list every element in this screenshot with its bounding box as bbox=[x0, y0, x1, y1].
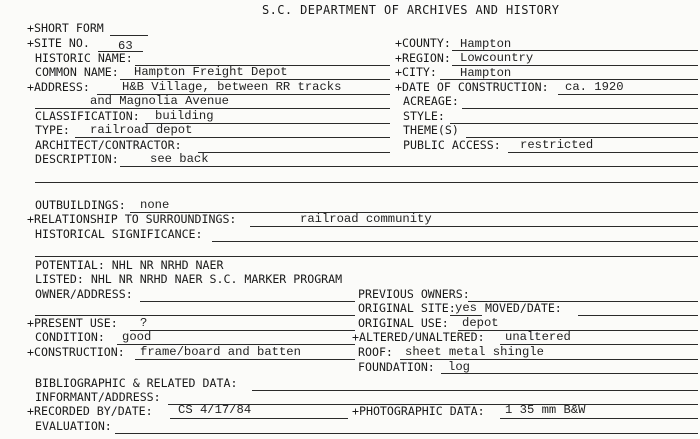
date-line bbox=[558, 94, 698, 95]
short-form-line bbox=[110, 35, 148, 36]
description-line-1 bbox=[120, 166, 698, 167]
significance-label: HISTORICAL SIGNIFICANCE: bbox=[35, 227, 203, 241]
city-value: Hampton bbox=[460, 66, 512, 80]
photo-value: 1 35 mm B&W bbox=[505, 403, 586, 417]
condition-label: CONDITION: bbox=[35, 330, 105, 344]
public-access-label: PUBLIC ACCESS: bbox=[403, 138, 501, 152]
description-line-2 bbox=[35, 182, 698, 183]
architect-line bbox=[198, 152, 390, 153]
altered-label: +ALTERED/UNALTERED: bbox=[352, 330, 485, 344]
construction-line bbox=[135, 359, 355, 360]
bibliographic-line bbox=[252, 390, 698, 391]
description-label: DESCRIPTION: bbox=[35, 152, 119, 166]
moved-label: MOVED/DATE: bbox=[485, 301, 562, 315]
short-form-label: +SHORT FORM bbox=[27, 21, 104, 35]
site-no-value: 63 bbox=[118, 39, 133, 53]
evaluation-label: EVALUATION: bbox=[35, 419, 112, 433]
recorded-value: CS 4/17/84 bbox=[178, 403, 252, 417]
significance-line-2 bbox=[35, 256, 698, 257]
address-line1-value: H&B Village, between RR tracks bbox=[122, 80, 342, 94]
original-use-label: ORIGINAL USE: bbox=[358, 316, 449, 330]
address-label: +ADDRESS: bbox=[27, 80, 90, 94]
outbuildings-label: OUTBUILDINGS: bbox=[35, 198, 126, 212]
informant-label: INFORMANT/ADDRESS: bbox=[35, 390, 161, 404]
date-value: ca. 1920 bbox=[565, 80, 624, 94]
site-no-label: +SITE NO. bbox=[27, 36, 90, 50]
present-use-label: +PRESENT USE: bbox=[27, 316, 118, 330]
classification-value: building bbox=[155, 109, 214, 123]
acreage-line bbox=[462, 108, 698, 109]
owner-line bbox=[140, 301, 355, 302]
public-access-value: restricted bbox=[520, 138, 594, 152]
classification-label: CLASSIFICATION: bbox=[35, 109, 140, 123]
owner-label: OWNER/ADDRESS: bbox=[35, 287, 133, 301]
city-label: +CITY: bbox=[395, 65, 437, 79]
architect-label: ARCHITECT/CONTRACTOR: bbox=[35, 138, 182, 152]
common-name-label: COMMON NAME: bbox=[35, 65, 119, 79]
moved-line bbox=[578, 315, 698, 316]
present-use-line bbox=[130, 330, 355, 331]
relationship-line bbox=[250, 226, 698, 227]
relationship-label: +RELATIONSHIP TO SURROUNDINGS: bbox=[27, 212, 237, 226]
previous-owners-label: PREVIOUS OWNERS: bbox=[358, 287, 470, 301]
recorded-label: +RECORDED BY/DATE: bbox=[27, 404, 153, 418]
common-name-value: Hampton Freight Depot bbox=[134, 65, 288, 79]
recorded-line bbox=[170, 418, 348, 419]
bibliographic-label: BIBLIOGRAPHIC & RELATED DATA: bbox=[35, 376, 238, 390]
acreage-label: ACREAGE: bbox=[403, 94, 459, 108]
original-use-line bbox=[458, 330, 698, 331]
style-label: STYLE: bbox=[403, 109, 445, 123]
region-label: +REGION: bbox=[395, 51, 451, 65]
date-label: +DATE OF CONSTRUCTION: bbox=[395, 80, 549, 94]
listed-line: LISTED: NHL NR NRHD NAER S.C. MARKER PROGRAM bbox=[35, 272, 343, 286]
evaluation-line bbox=[115, 433, 698, 434]
potential-line: POTENTIAL: NHL NR NRHD NAER bbox=[35, 258, 224, 272]
original-site-label: ORIGINAL SITE: bbox=[358, 301, 456, 315]
original-use-value: depot bbox=[462, 316, 499, 330]
county-label: +COUNTY: bbox=[395, 36, 451, 50]
type-label: TYPE: bbox=[35, 123, 70, 137]
region-value: Lowcountry bbox=[460, 51, 534, 65]
roof-value: sheet metal shingle bbox=[405, 345, 544, 359]
present-use-value: ? bbox=[140, 316, 148, 330]
condition-value: good bbox=[122, 330, 152, 344]
altered-value: unaltered bbox=[505, 330, 571, 344]
page-title: S.C. DEPARTMENT OF ARCHIVES AND HISTORY bbox=[262, 3, 560, 17]
theme-label: THEME(S) bbox=[403, 123, 459, 137]
historic-name-label: HISTORIC NAME: bbox=[35, 51, 133, 65]
roof-label: ROOF: bbox=[358, 345, 393, 359]
relationship-value: railroad community bbox=[300, 212, 432, 226]
photo-line bbox=[500, 418, 698, 419]
style-line bbox=[450, 123, 698, 124]
county-value: Hampton bbox=[460, 37, 512, 51]
type-value: railroad depot bbox=[90, 123, 193, 137]
significance-line-1 bbox=[212, 241, 698, 242]
roof-line bbox=[400, 359, 698, 360]
photo-label: +PHOTOGRAPHIC DATA: bbox=[352, 404, 485, 418]
address-line2-value: and Magnolia Avenue bbox=[90, 94, 229, 108]
description-value: see back bbox=[150, 152, 209, 166]
foundation-value: log bbox=[448, 360, 470, 374]
foundation-label: FOUNDATION: bbox=[358, 360, 435, 374]
original-site-value: yes bbox=[455, 301, 477, 315]
construction-value: frame/board and batten bbox=[140, 345, 301, 359]
public-access-line bbox=[508, 152, 698, 153]
outbuildings-value: none bbox=[140, 198, 170, 212]
construction-label: +CONSTRUCTION: bbox=[27, 345, 125, 359]
foundation-line bbox=[441, 373, 698, 374]
